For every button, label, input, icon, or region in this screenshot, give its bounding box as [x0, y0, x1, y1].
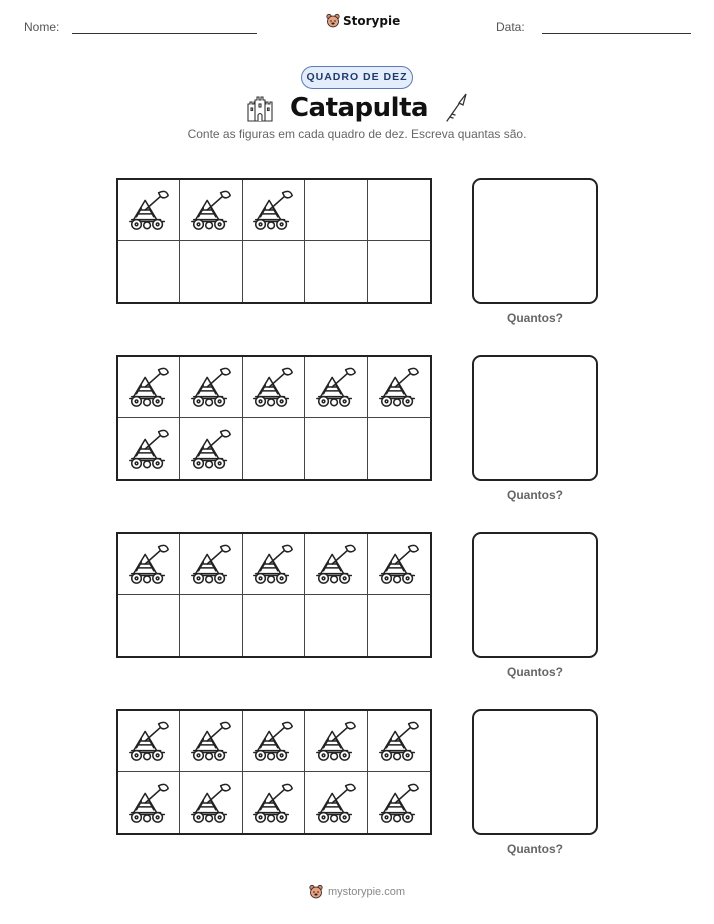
ten-frame-cell [118, 595, 180, 656]
bear-mascot-icon [326, 13, 340, 29]
ten-frame-cell [118, 772, 180, 833]
catapult-icon [313, 719, 359, 763]
ten-frame-cell [243, 418, 305, 479]
catapult-icon [188, 781, 234, 825]
ten-frame-cell [180, 241, 242, 302]
ten-frame-cell [180, 595, 242, 656]
catapult-icon [126, 542, 172, 586]
catapult-icon [188, 188, 234, 232]
worksheet-type-badge: QUADRO DE DEZ [301, 66, 413, 89]
ten-frame-cell [305, 772, 367, 833]
ten-frame [116, 355, 432, 481]
catapult-icon [376, 781, 422, 825]
ten-frame [116, 709, 432, 835]
ten-frame-cell [118, 357, 180, 418]
ten-frame-cell [180, 357, 242, 418]
catapult-icon [126, 365, 172, 409]
catapult-icon [250, 365, 296, 409]
ten-frame-cell [305, 418, 367, 479]
ten-frame-cell [118, 418, 180, 479]
name-label: Nome: [24, 20, 60, 34]
footer-site-link[interactable]: mystorypie.com [327, 886, 406, 898]
ten-frame [116, 532, 432, 658]
catapult-icon [313, 365, 359, 409]
date-label: Data: [496, 20, 525, 34]
ten-frame-cell [243, 711, 305, 772]
ten-frame-cell [305, 711, 367, 772]
name-write-line[interactable] [72, 33, 257, 34]
worksheet-title: Catapulta [289, 93, 429, 123]
answer-prompt: Quantos? [507, 842, 563, 856]
ten-frame-cell [180, 418, 242, 479]
footer [0, 884, 714, 900]
answer-prompt: Quantos? [507, 665, 563, 679]
ten-frame-cell [180, 772, 242, 833]
answer-box[interactable] [472, 178, 598, 304]
castle-icon [246, 94, 274, 122]
catapult-icon [126, 719, 172, 763]
answer-box[interactable] [472, 532, 598, 658]
worksheet-header [0, 0, 714, 60]
catapult-icon [313, 542, 359, 586]
ten-frame [116, 178, 432, 304]
ten-frame-cell [368, 595, 430, 656]
ten-frame-cell [305, 180, 367, 241]
catapult-icon [188, 365, 234, 409]
ten-frame-cell [243, 241, 305, 302]
catapult-icon [188, 719, 234, 763]
ten-frame-cell [180, 534, 242, 595]
catapult-icon [250, 719, 296, 763]
ten-frame-cell [305, 241, 367, 302]
answer-prompt: Quantos? [507, 488, 563, 502]
ten-frame-cell [368, 180, 430, 241]
ten-frame-cell [305, 357, 367, 418]
catapult-icon [188, 427, 234, 471]
catapult-icon [188, 542, 234, 586]
ten-frame-cell [243, 357, 305, 418]
ten-frame-cell [368, 241, 430, 302]
catapult-icon [376, 542, 422, 586]
ten-frame-cell [118, 241, 180, 302]
answer-box[interactable] [472, 355, 598, 481]
date-write-line[interactable] [542, 33, 691, 34]
ten-frame-cell [305, 595, 367, 656]
answer-prompt: Quantos? [507, 311, 563, 325]
ten-frame-cell [118, 534, 180, 595]
spear-icon [444, 93, 468, 123]
title-row [0, 90, 714, 126]
ten-frame-cell [368, 418, 430, 479]
instructions: Conte as figuras em cada quadro de dez. Escreva quantas são. [187, 127, 527, 141]
catapult-icon [376, 719, 422, 763]
catapult-icon [126, 781, 172, 825]
catapult-icon [250, 542, 296, 586]
ten-frame-cell [243, 180, 305, 241]
ten-frame-cell [368, 534, 430, 595]
ten-frame-cell [368, 711, 430, 772]
catapult-icon [126, 427, 172, 471]
catapult-icon [250, 188, 296, 232]
ten-frame-cell [118, 711, 180, 772]
catapult-icon [250, 781, 296, 825]
ten-frame-cell [305, 534, 367, 595]
ten-frame-cell [368, 772, 430, 833]
ten-frame-cell [243, 534, 305, 595]
catapult-icon [126, 188, 172, 232]
ten-frame-cell [118, 180, 180, 241]
ten-frame-cell [243, 772, 305, 833]
catapult-icon [376, 365, 422, 409]
answer-box[interactable] [472, 709, 598, 835]
ten-frame-cell [180, 711, 242, 772]
ten-frame-cell [368, 357, 430, 418]
brand-name: Storypie [343, 14, 401, 28]
bear-mascot-icon [309, 884, 323, 900]
ten-frame-cell [243, 595, 305, 656]
catapult-icon [313, 781, 359, 825]
ten-frame-cell [180, 180, 242, 241]
storypie-logo [326, 13, 400, 29]
